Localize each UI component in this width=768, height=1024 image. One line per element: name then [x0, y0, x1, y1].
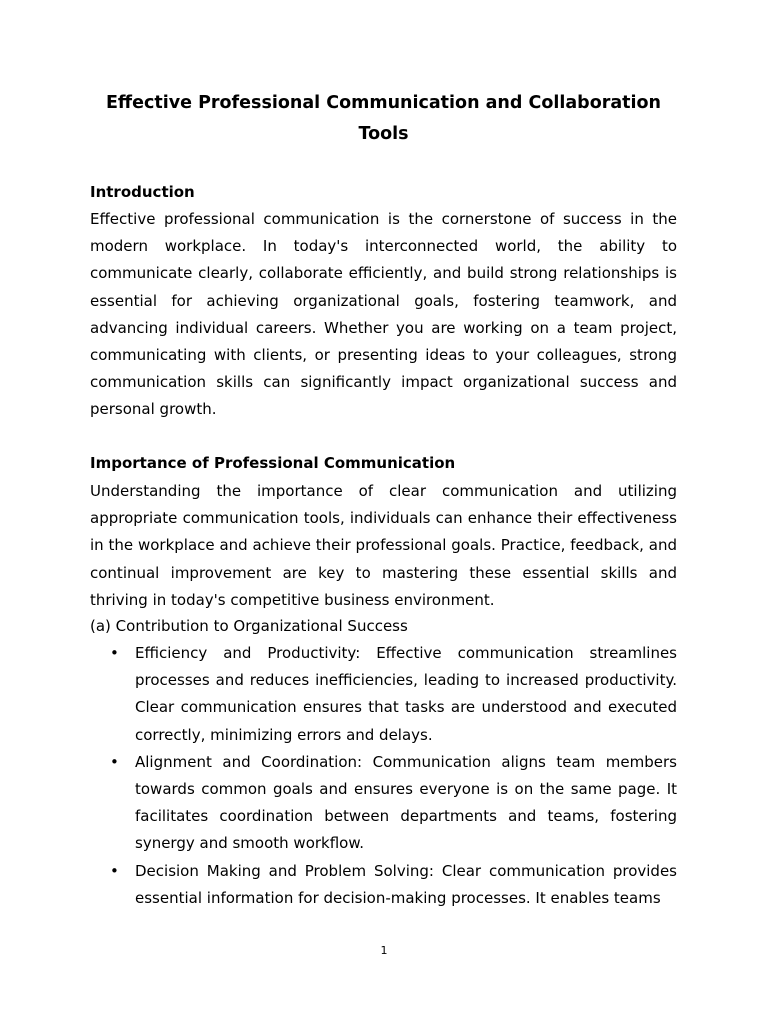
bullet-icon: •	[110, 752, 119, 771]
document-title: Effective Professional Communication and Collaboration Tools	[105, 93, 662, 144]
bullet-text-alignment: Alignment and Coordination: Communication aligns team members towards common goals and ensures everyone is on the same page. It facilitates coordination between departments and teams, fostering synergy and smooth workflow.	[135, 752, 677, 853]
importance-paragraph: Understanding the importance of clear communication and utilizing appropriate communication tools, individuals can enhance their effectiveness in the workplace and achieve their professional goals. Practice, feedback, and continual improvement are key to mastering these essential skills and thriving in today's competitive business environment.	[90, 482, 677, 609]
page-number: 1	[380, 944, 388, 957]
list-item	[90, 749, 677, 858]
introduction-paragraph: Effective professional communication is the cornerstone of success in the modern workplace. In today's interconnected world, the ability to communicate clearly, collaborate efficiently, and build strong relationships is essential for achieving organizational goals, fostering teamwork, and advancing individual careers. Whether you are working on a team project, communicating with clients, or presenting ideas to your colleagues, strong communication skills can significantly impact organizational success and personal growth.	[90, 210, 677, 419]
bullet-list	[90, 640, 677, 912]
bullet-text-efficiency: Efficiency and Productivity: Effective communication streamlines processes and reduces inefficiencies, leading to increased productivity. Clear communication ensures that tasks are understood and executed correctly, minimizing errors and delays.	[135, 644, 677, 744]
bullet-icon: •	[110, 861, 119, 880]
list-item	[90, 640, 677, 749]
bullet-text-decision-making: Decision Making and Problem Solving: Clear communication provides essential information for decision-making processes. It enables teams	[135, 861, 677, 907]
section-heading-importance: Importance of Professional Communication	[90, 454, 456, 472]
section-heading-introduction: Introduction	[90, 183, 195, 201]
subsection-heading-organizational-success: (a) Contribution to Organizational Success	[90, 617, 408, 635]
bullet-icon: •	[110, 644, 119, 662]
list-item	[90, 858, 677, 912]
